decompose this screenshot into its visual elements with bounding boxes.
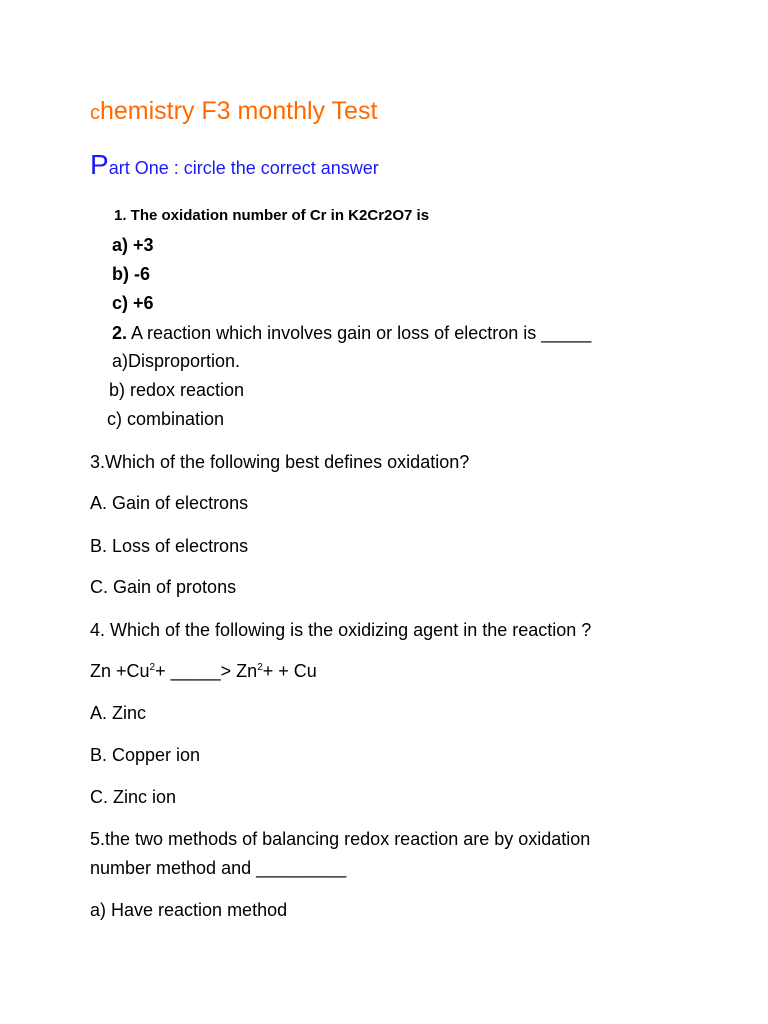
title-rest: hemistry F3 monthly Test <box>100 97 378 125</box>
eq-part-a: Zn +Cu <box>90 661 150 681</box>
q4-option-c: C. Zinc ion <box>90 787 177 807</box>
q1-option-b: b) -6 <box>112 264 150 284</box>
q1-option-a: a) +3 <box>112 235 154 255</box>
question-5-line-1: 5.the two methods of balancing redox reaction are by oxidation <box>90 829 591 849</box>
q1-option-c: c) +6 <box>112 293 154 313</box>
part-heading <box>90 151 379 179</box>
eq-part-b: + _____> Zn <box>155 661 258 681</box>
question-2 <box>112 324 591 342</box>
q5-option-a: a) Have reaction method <box>90 900 288 920</box>
q4-option-b: B. Copper ion <box>90 745 201 765</box>
question-4: 4. Which of the following is the oxidizing agent in the reaction ? <box>90 620 592 640</box>
question-5-line-2: number method and _________ <box>90 858 347 878</box>
eq-part-c: + + Cu <box>262 661 317 681</box>
q2-option-b: b) redox reaction <box>109 380 245 400</box>
eq-sup-1: 2 <box>149 662 156 673</box>
part-rest: art One : circle the correct answer <box>108 158 379 178</box>
q2-text: A reaction which involves gain or loss of electron is _____ <box>127 323 592 343</box>
q4-equation <box>90 662 317 680</box>
q1-text: The oxidation number of Cr in K2Cr2O7 is <box>126 207 430 224</box>
part-first-letter: P <box>90 149 109 180</box>
question-1 <box>114 208 429 223</box>
q1-number: 1. <box>114 207 127 224</box>
q2-option-c: c) combination <box>107 409 225 429</box>
q2-option-a: a)Disproportion. <box>112 351 241 371</box>
question-3: 3.Which of the following best defines oxidation? <box>90 452 470 472</box>
eq-sup-2: 2 <box>257 662 263 673</box>
q2-number: 2. <box>112 323 128 343</box>
q3-option-b: B. Loss of electrons <box>90 536 249 556</box>
q4-option-a: A. Zinc <box>90 703 147 723</box>
title-first-letter: c <box>90 102 100 124</box>
q3-option-a: A. Gain of electrons <box>90 493 249 513</box>
q3-option-c: C. Gain of protons <box>90 577 237 597</box>
page-title <box>90 99 377 124</box>
